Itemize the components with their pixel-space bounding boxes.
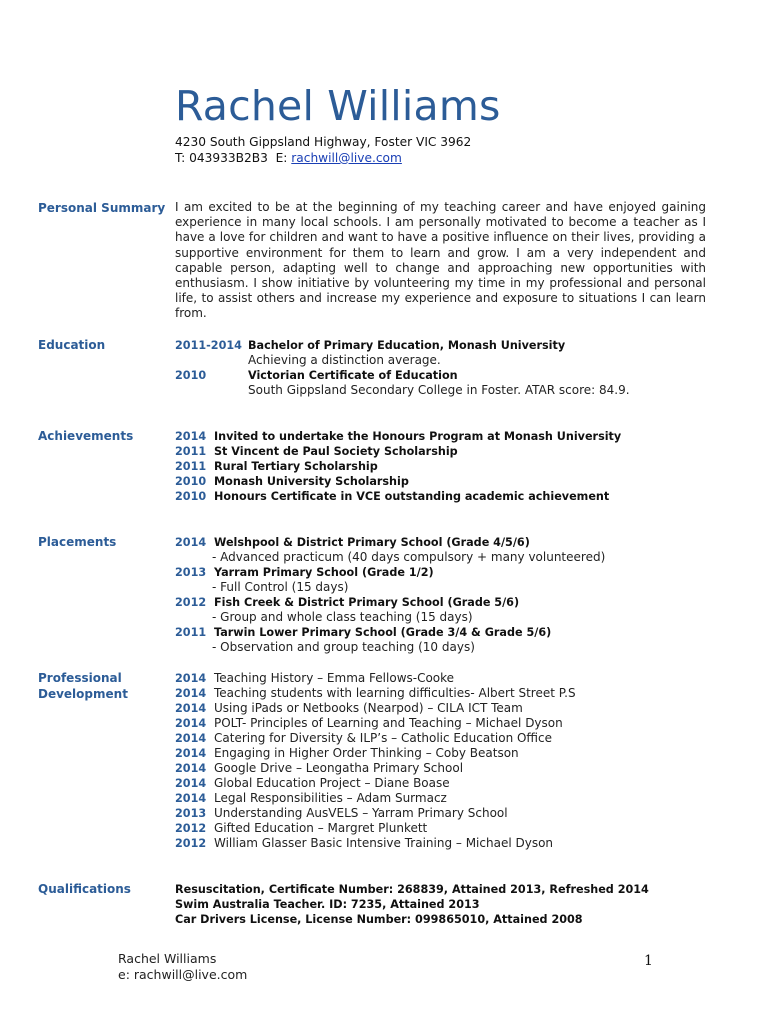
- pd-text: Using iPads or Netbooks (Nearpod) – CILA ICT Team: [214, 701, 523, 715]
- placement-item: [175, 625, 551, 640]
- placement-school: Tarwin Lower Primary School (Grade 3/4 & Grade 5/6): [214, 626, 552, 639]
- education-year: 2010: [175, 369, 207, 382]
- email-link[interactable]: rachwill@live.com: [291, 151, 402, 165]
- achievement-item: [175, 429, 621, 444]
- pd-year: 2014: [175, 732, 207, 745]
- pd-text: Teaching History – Emma Fellows-Cooke: [214, 671, 455, 685]
- education-detail: South Gippsland Secondary College in Foster. ATAR score: 84.9.: [248, 383, 630, 397]
- pd-year: 2012: [175, 822, 207, 835]
- qualification-item: Resuscitation, Certificate Number: 268839, Attained 2013, Refreshed 2014: [175, 883, 649, 896]
- pd-year: 2013: [175, 807, 207, 820]
- pd-year: 2014: [175, 717, 207, 730]
- achievement-text: Invited to undertake the Honours Program at Monash University: [214, 430, 622, 443]
- pd-year: 2014: [175, 672, 207, 685]
- pd-text: Gifted Education – Margret Plunkett: [214, 821, 428, 835]
- achievement-item: [175, 489, 609, 504]
- pd-item: [175, 806, 508, 821]
- achievement-year: 2011: [175, 460, 207, 473]
- achievement-year: 2011: [175, 445, 207, 458]
- pd-year: 2014: [175, 762, 207, 775]
- achievement-text: Rural Tertiary Scholarship: [214, 460, 378, 473]
- section-label-line: Development: [38, 687, 128, 701]
- education-year: 2011-2014: [175, 339, 242, 352]
- qualification-item: Swim Australia Teacher. ID: 7235, Attained 2013: [175, 898, 480, 911]
- footer: [118, 951, 247, 982]
- education-detail: Achieving a distinction average.: [248, 353, 441, 367]
- pd-item: [175, 671, 454, 686]
- footer-name: Rachel Williams: [118, 951, 217, 966]
- placement-school: Fish Creek & District Primary School (Grade 5/6): [214, 596, 520, 609]
- pd-year: 2014: [175, 687, 207, 700]
- pd-item: [175, 776, 450, 791]
- pd-item: [175, 686, 576, 701]
- achievement-item: [175, 474, 409, 489]
- pd-year: 2014: [175, 792, 207, 805]
- pd-item: [175, 731, 552, 746]
- pd-item: [175, 761, 463, 776]
- education-item: [175, 338, 565, 353]
- placement-item: [175, 565, 434, 580]
- achievement-text: St Vincent de Paul Society Scholarship: [214, 445, 458, 458]
- placement-item: [175, 535, 530, 550]
- pd-text: William Glasser Basic Intensive Training – Michael Dyson: [214, 836, 554, 850]
- pd-item: [175, 716, 563, 731]
- placement-year: 2012: [175, 596, 207, 609]
- achievement-item: [175, 444, 458, 459]
- pd-text: Google Drive – Leongatha Primary School: [214, 761, 464, 775]
- achievement-year: 2014: [175, 430, 207, 443]
- pd-item: [175, 836, 553, 851]
- section-education: Education: [38, 338, 106, 352]
- education-title: Victorian Certificate of Education: [248, 369, 458, 382]
- section-placements: Placements: [38, 535, 117, 549]
- achievement-year: 2010: [175, 475, 207, 488]
- placement-year: 2014: [175, 536, 207, 549]
- placement-detail: - Advanced practicum (40 days compulsory + many volunteered): [212, 550, 606, 564]
- pd-text: Engaging in Higher Order Thinking – Coby Beatson: [214, 746, 519, 760]
- pd-text: Teaching students with learning difficulties- Albert Street P.S: [214, 686, 576, 700]
- placement-detail: - Group and whole class teaching (15 days): [212, 610, 473, 624]
- pd-year: 2012: [175, 837, 207, 850]
- pd-text: Catering for Diversity & ILP’s – Catholic Education Office: [214, 731, 553, 745]
- section-professional-development: [38, 670, 128, 702]
- placement-item: [175, 595, 519, 610]
- pd-item: [175, 701, 523, 716]
- achievement-year: 2010: [175, 490, 207, 503]
- contact-line: [175, 151, 402, 165]
- achievement-text: Honours Certificate in VCE outstanding academic achievement: [214, 490, 610, 503]
- section-achievements: Achievements: [38, 429, 134, 443]
- pd-year: 2014: [175, 777, 207, 790]
- pd-item: [175, 746, 519, 761]
- email-label: E:: [275, 151, 288, 165]
- pd-item: [175, 821, 427, 836]
- pd-text: Understanding AusVELS – Yarram Primary School: [214, 806, 508, 820]
- education-title: Bachelor of Primary Education, Monash University: [248, 339, 566, 352]
- placement-school: Yarram Primary School (Grade 1/2): [214, 566, 434, 579]
- summary-text: I am excited to be at the beginning of my teaching career and have enjoyed gaining experience in many local schools. I am personally motivated to become a teacher as I have a love for children and want to have a positive influence on their lives, providing a supportive environment for them to learn and grow. I am a very independent and capable person, adapting well to change and approaching new opportunities with enthusiasm. I show initiative by volunteering my time in my professional and personal life, to assist others and increase my experience and exposure to situations I can learn from.: [175, 200, 706, 321]
- pd-year: 2014: [175, 702, 207, 715]
- section-qualifications: Qualifications: [38, 882, 131, 896]
- address: 4230 South Gippsland Highway, Foster VIC 3962: [175, 135, 472, 149]
- applicant-name: Rachel Williams: [175, 82, 501, 130]
- placement-school: Welshpool & District Primary School (Grade 4/5/6): [214, 536, 530, 549]
- pd-text: POLT- Principles of Learning and Teaching – Michael Dyson: [214, 716, 563, 730]
- achievement-text: Monash University Scholarship: [214, 475, 409, 488]
- page-number: 1: [644, 953, 653, 969]
- placement-detail: - Full Control (15 days): [212, 580, 349, 594]
- placement-year: 2011: [175, 626, 207, 639]
- education-item: [175, 368, 458, 383]
- placement-year: 2013: [175, 566, 207, 579]
- pd-text: Global Education Project – Diane Boase: [214, 776, 450, 790]
- placement-detail: - Observation and group teaching (10 days): [212, 640, 475, 654]
- phone: T: 043933B2B3: [175, 151, 268, 165]
- section-label-line: Professional: [38, 671, 122, 685]
- footer-email: e: rachwill@live.com: [118, 966, 248, 982]
- pd-item: [175, 791, 447, 806]
- pd-text: Legal Responsibilities – Adam Surmacz: [214, 791, 447, 805]
- pd-year: 2014: [175, 747, 207, 760]
- achievement-item: [175, 459, 378, 474]
- qualification-item: Car Drivers License, License Number: 099865010, Attained 2008: [175, 913, 583, 926]
- section-personal-summary: Personal Summary: [38, 201, 166, 215]
